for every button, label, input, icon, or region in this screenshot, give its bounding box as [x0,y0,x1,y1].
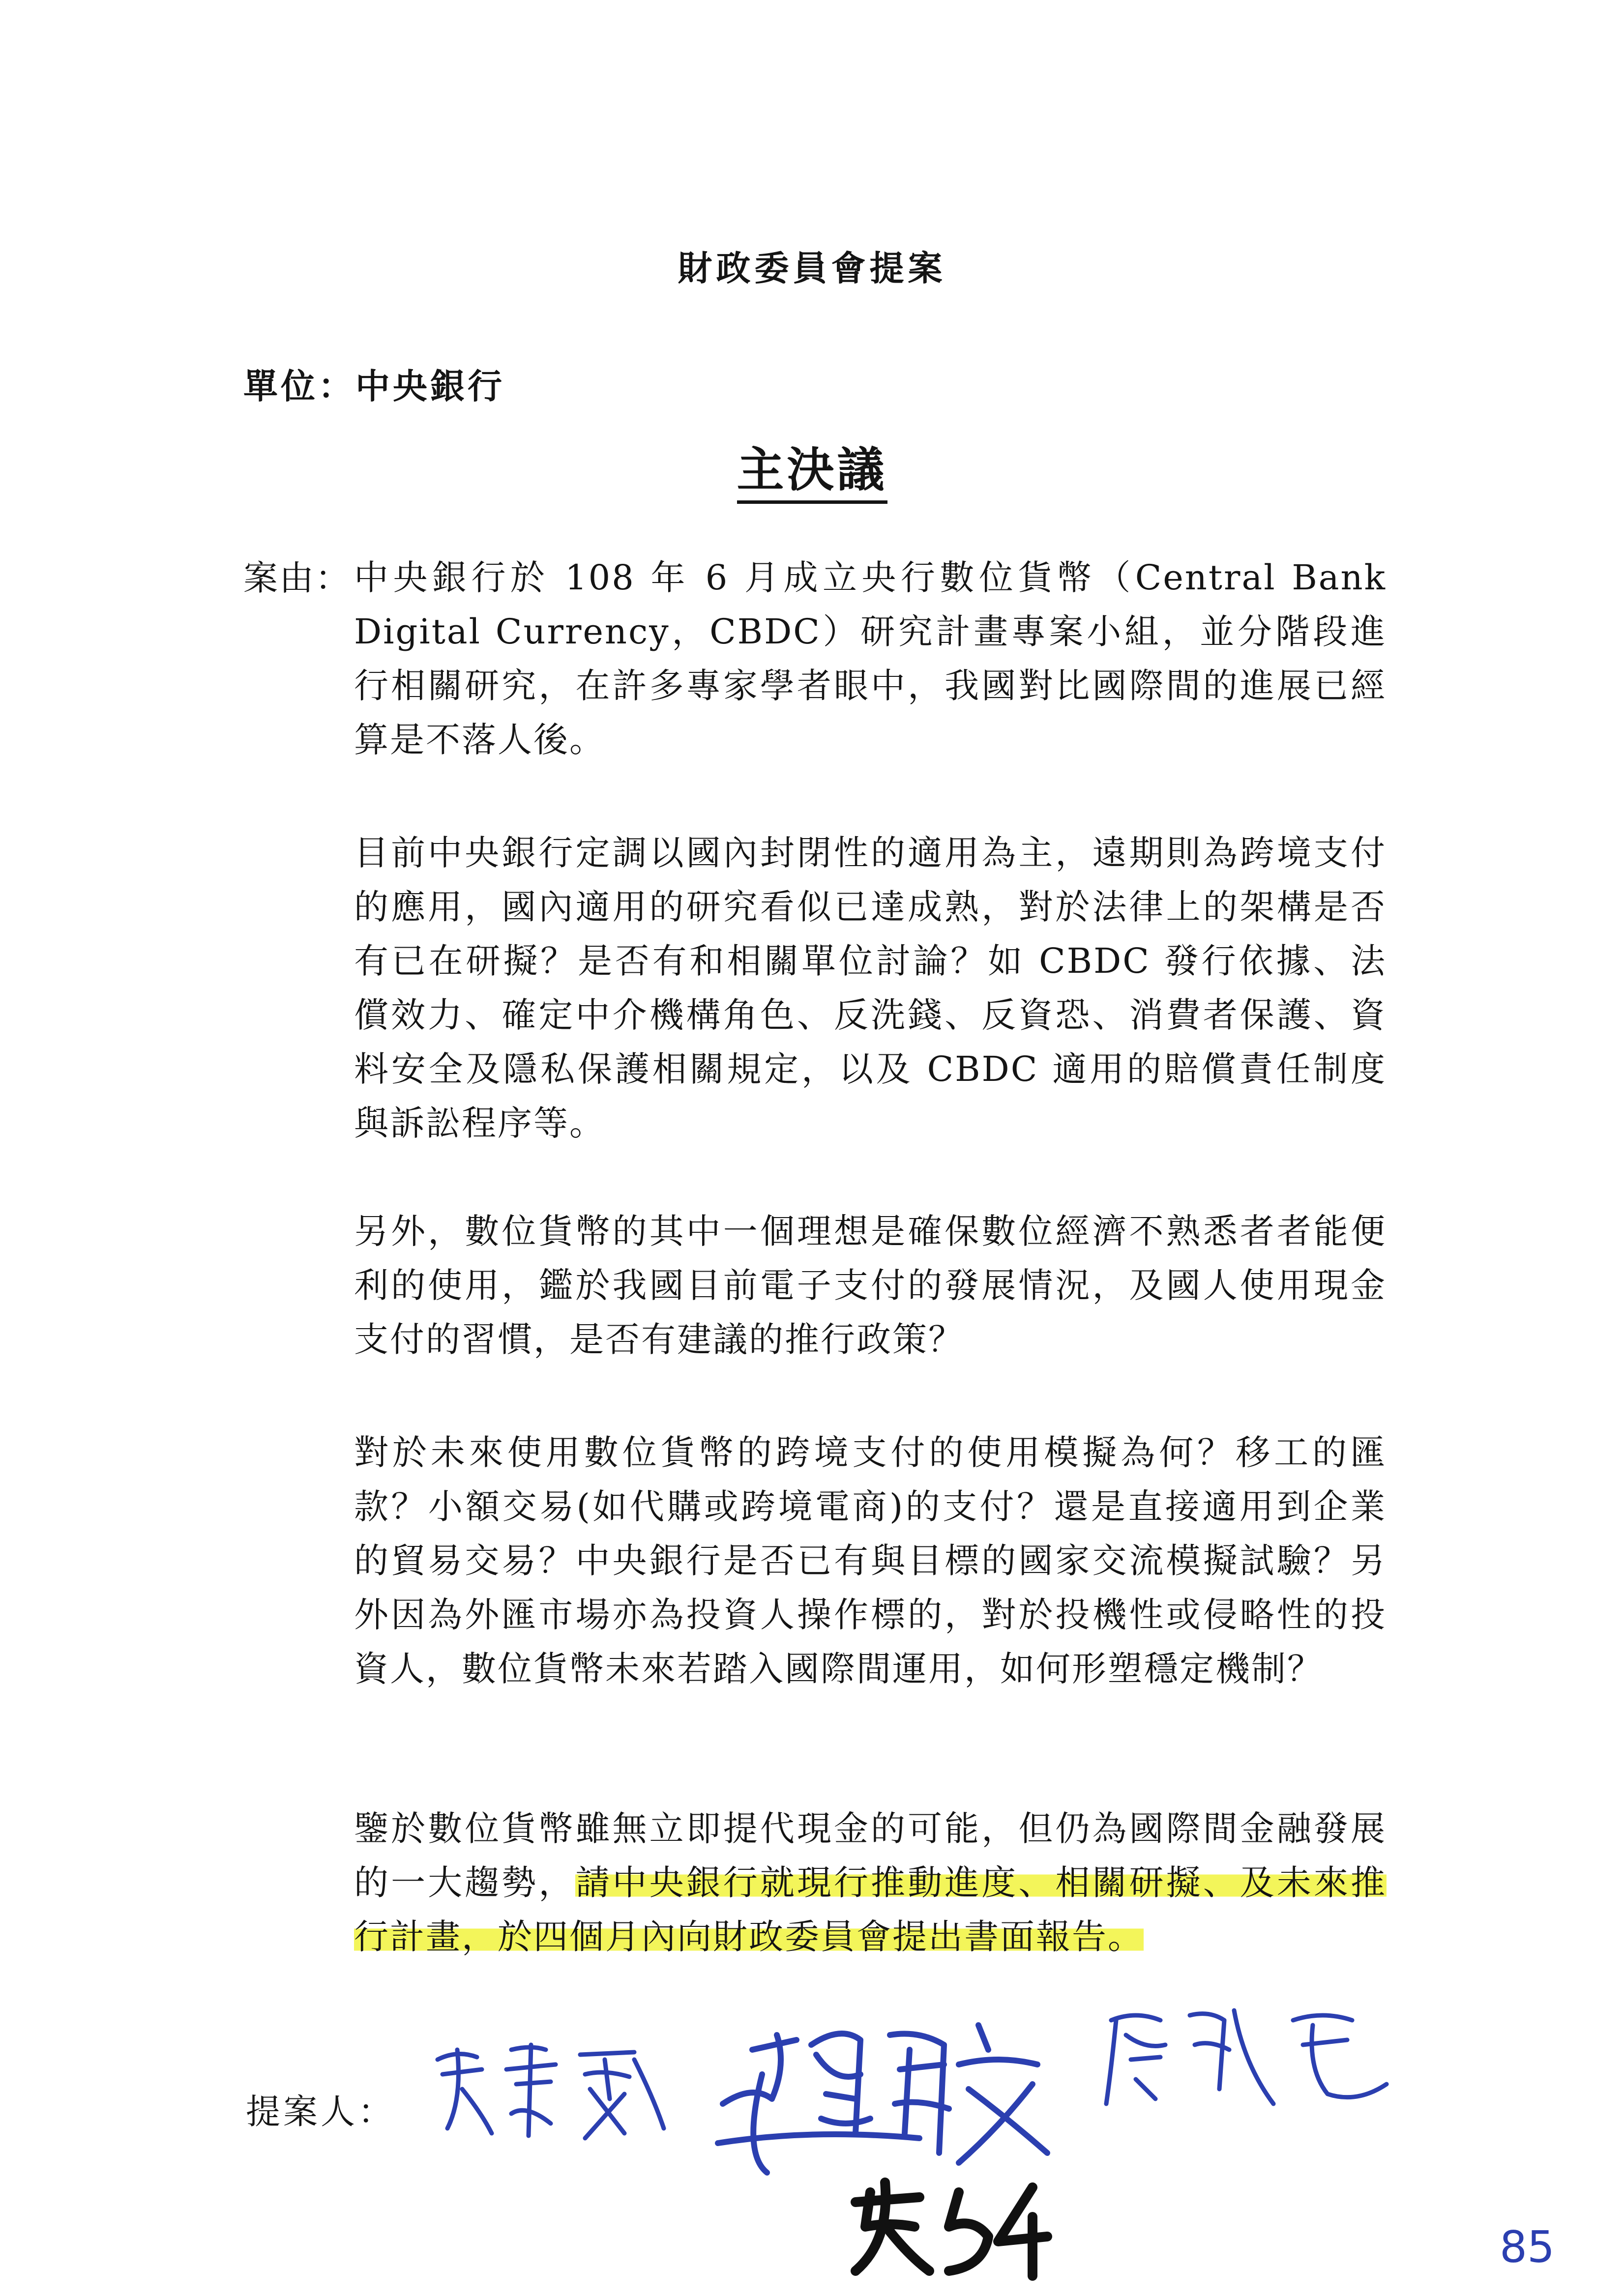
signature-kuo [713,2005,1057,2192]
main-resolution-heading: 主決議 [0,433,1624,500]
signature-lo [1096,1991,1401,2119]
signature-wu [428,2030,674,2148]
highlighted-request: 請中央銀行就現行推動進度、相關研擬、及未來推行計畫，於四個月內向財政委員會提出書面報告。 [354,1862,1387,1957]
paragraph-4: 對於未來使用數位貨幣的跨境支付的使用模擬為何？移工的匯款？小額交易(如代購或跨境電商)的支付？還是直接適用到企業的貿易交易？中央銀行是否已有與目標的國家交流模擬試驗？另外因為外匯市場亦為投資人操作標的，對於投機性或侵略性的投資人，數位貨幣未來若踏入國際間運用，如何形塑穩定機制？ [354,1432,1387,1689]
paragraph-1: 中央銀行於 108 年 6 月成立央行數位貨幣（Central Bank Digital Currency，CBDC）研究計畫專案小組，並分階段進行相關研究，在許多專家學者眼中，我國對比國際間的進展已經算是不落人後。 [354,557,1387,760]
paragraph-3: 另外，數位貨幣的其中一個理想是確保數位經濟不熟悉者者能便利的使用，鑑於我國目前電子支付的發展情況，及國人使用現金支付的習慣，是否有建議的推行政策？ [354,1211,1387,1360]
document-title: 財政委員會提案 [678,248,946,289]
paragraph-2: 目前中央銀行定調以國內封閉性的適用為主，遠期則為跨境支付的應用，國內適用的研究看似已達成熟，對於法律上的架構是否有已在研擬？是否有和相關單位討論？如 CBDC 發行依據、法償效力、確定中介機構角色、反洗錢、反資恐、消費者保護、資料安全及隱私保護相關規定，以及 CBDC 適用的賠償責任制度與訴訟程序等。 [354,833,1387,1143]
reason-label: 案由： [243,558,351,598]
page-number: 85 [1500,2222,1555,2272]
proposer-label: 提案人： [246,2092,395,2132]
unit-line: 單位：中央銀行 [243,366,505,407]
paragraph-5: 鑒於數位貨幣雖無立即提代現金的可能，但仍為國際間金融發展的一大趨勢，請中央銀行就現行推動進度、相關研擬、及未來推行計畫，於四個月內向財政委員會提出書面報告。 [354,1808,1387,1957]
stamp-number [836,2173,1057,2281]
